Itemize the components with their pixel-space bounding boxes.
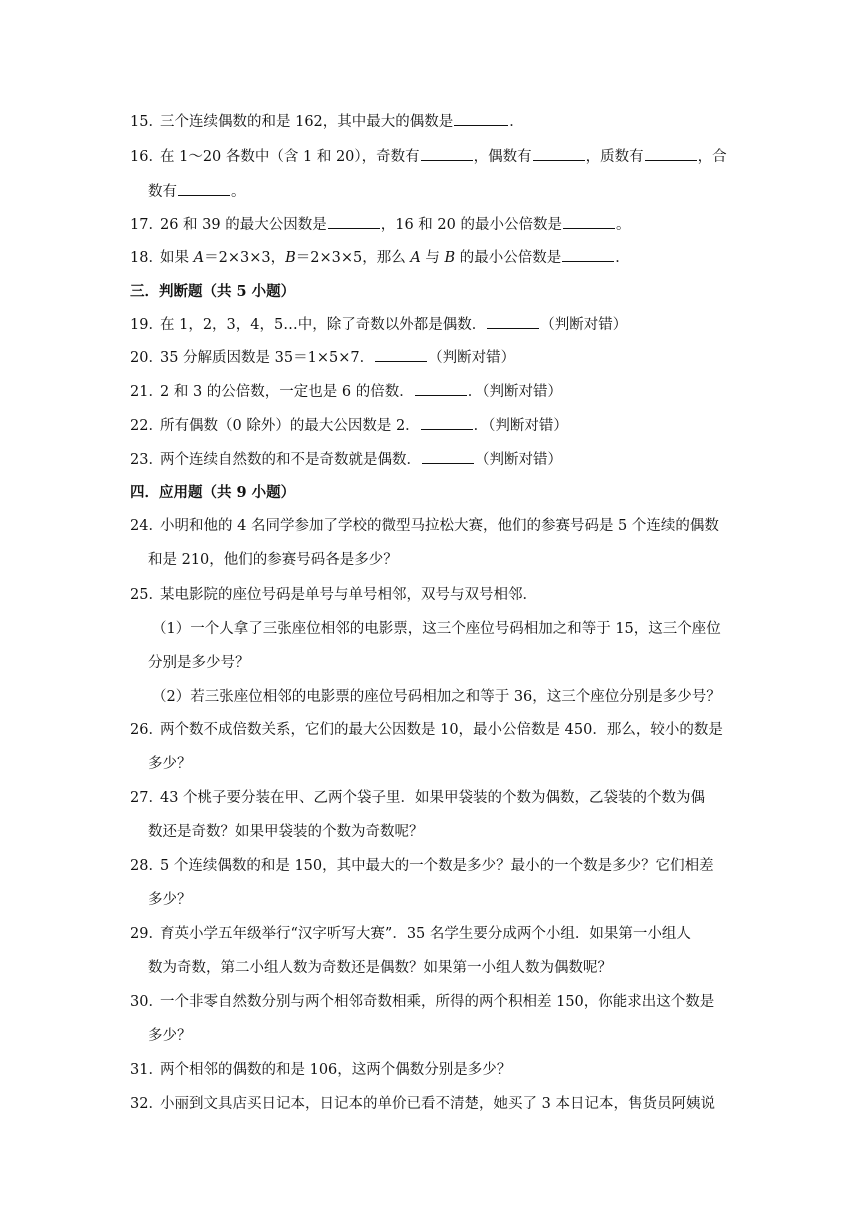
variable-b: B bbox=[444, 250, 456, 266]
question-text: 43 个桃子要分装在甲、乙两个袋子里．如果甲袋装的个数为偶数，乙袋装的个数为偶 bbox=[160, 790, 706, 806]
question-32 bbox=[0, 1092, 860, 1116]
question-30 bbox=[0, 990, 860, 1014]
question-text: ＝2×3×5，那么 bbox=[295, 250, 411, 266]
question-number: 28． bbox=[130, 858, 163, 874]
question-30-continued bbox=[0, 1024, 860, 1048]
judge-hint: （判断对错） bbox=[428, 350, 516, 366]
question-15 bbox=[0, 110, 860, 134]
question-number: 17． bbox=[130, 217, 163, 233]
question-text: 在 1，2，3，4，5…中，除了奇数以外都是偶数． bbox=[160, 317, 487, 333]
question-text: 两个数不成倍数关系，它们的最大公因数是 10，最小公倍数是 450．那么，较小的数是 bbox=[160, 722, 723, 738]
judge-hint: （判断对错） bbox=[540, 317, 628, 333]
answer-blank bbox=[487, 327, 539, 329]
question-text: 小丽到文具店买日记本，日记本的单价已看不清楚，她买了 3 本日记本，售货员阿姨说 bbox=[160, 1096, 715, 1112]
answer-blank bbox=[454, 124, 508, 126]
question-20 bbox=[0, 346, 860, 370]
judge-hint: （判断对错） bbox=[475, 452, 562, 468]
question-31 bbox=[0, 1058, 860, 1082]
question-text: ． bbox=[615, 250, 630, 266]
section-title: 三．判断题（共 5 小题） bbox=[130, 283, 296, 300]
question-text: 育英小学五年级举行“汉字听写大赛”．35 名学生要分成两个小组．如果第一小组人 bbox=[160, 926, 691, 942]
question-27 bbox=[0, 786, 860, 810]
question-text: 35 分解质因数是 35＝1×5×7． bbox=[160, 350, 375, 366]
question-28-continued bbox=[0, 888, 860, 912]
question-16 bbox=[0, 145, 860, 169]
question-text: 。 bbox=[231, 184, 246, 200]
question-text: 的最小公倍数是 bbox=[455, 250, 562, 266]
answer-blank bbox=[421, 428, 473, 430]
question-text: 。 bbox=[615, 217, 631, 233]
question-text: 分别是多少号？ bbox=[148, 655, 250, 671]
question-number: 31． bbox=[130, 1062, 163, 1078]
answer-blank bbox=[563, 227, 615, 229]
question-text: 多少？ bbox=[148, 756, 192, 772]
question-29-continued bbox=[0, 956, 860, 980]
question-25-part-1-continued bbox=[0, 651, 860, 675]
judge-hint: ．（判断对错） bbox=[473, 418, 568, 434]
question-text: ，16 和 20 的最小公倍数是 bbox=[380, 217, 562, 233]
question-24 bbox=[0, 514, 860, 538]
answer-blank bbox=[328, 227, 380, 229]
question-number: 30． bbox=[130, 994, 163, 1010]
question-number: 18． bbox=[130, 250, 163, 266]
section-title: 四．应用题（共 9 小题） bbox=[130, 484, 296, 501]
question-number: 25． bbox=[130, 587, 163, 603]
question-16-continued bbox=[0, 180, 860, 204]
question-text: 两个相邻的偶数的和是 106，这两个偶数分别是多少？ bbox=[160, 1062, 512, 1078]
question-text: （1）一个人拿了三张座位相邻的电影票，这三个座位号码相加之和等于 15，这三个座位 bbox=[152, 621, 721, 637]
question-number: 27． bbox=[130, 790, 163, 806]
question-text: （2）若三张座位相邻的电影票的座位号码相加之和等于 36，这三个座位分别是多少号？ bbox=[152, 689, 721, 705]
question-number: 15． bbox=[130, 114, 163, 130]
question-24-continued bbox=[0, 548, 860, 572]
question-25 bbox=[0, 583, 860, 607]
question-text: 三个连续偶数的和是 162，其中最大的偶数是 bbox=[160, 114, 454, 130]
question-18 bbox=[0, 246, 860, 270]
question-text: 小明和他的 4 名同学参加了学校的微型马拉松大赛，他们的参赛号码是 5 个连续的偶数 bbox=[160, 518, 719, 534]
variable-a: A bbox=[410, 250, 421, 266]
question-number: 22． bbox=[130, 418, 163, 434]
question-number: 19． bbox=[130, 317, 163, 333]
answer-blank bbox=[421, 159, 473, 161]
question-27-continued bbox=[0, 820, 860, 844]
question-text: 所有偶数（0 除外）的最大公因数是 2． bbox=[160, 418, 420, 434]
question-text: 数还是奇数？如果甲袋装的个数为奇数呢？ bbox=[148, 824, 424, 840]
answer-blank bbox=[645, 159, 697, 161]
question-19 bbox=[0, 313, 860, 337]
answer-blank bbox=[178, 194, 230, 196]
question-text: 数为奇数，第二小组人数为奇数还是偶数？如果第一小组人数为偶数呢？ bbox=[148, 960, 612, 976]
question-text: ＝2×3×3， bbox=[204, 250, 286, 266]
answer-blank bbox=[415, 394, 467, 396]
question-26 bbox=[0, 718, 860, 742]
question-text: 与 bbox=[420, 250, 445, 266]
question-number: 20． bbox=[130, 350, 163, 366]
question-text: 某电影院的座位号码是单号与单号相邻，双号与双号相邻． bbox=[160, 587, 537, 603]
question-number: 16． bbox=[130, 149, 163, 165]
question-text: 一个非零自然数分别与两个相邻奇数相乘，所得的两个积相差 150，你能求出这个数是 bbox=[160, 994, 715, 1010]
question-text: 两个连续自然数的和不是奇数就是偶数． bbox=[160, 452, 421, 468]
question-25-part-2 bbox=[0, 685, 860, 709]
answer-blank bbox=[562, 260, 614, 262]
section-4-heading bbox=[0, 481, 860, 505]
question-28 bbox=[0, 854, 860, 878]
judge-hint: ．（判断对错） bbox=[467, 384, 562, 400]
answer-blank bbox=[375, 360, 427, 362]
answer-blank bbox=[422, 462, 474, 464]
question-text: 和是 210，他们的参赛号码各是多少？ bbox=[148, 552, 398, 568]
variable-b: B bbox=[285, 250, 296, 266]
question-number: 24． bbox=[130, 518, 163, 534]
question-text: 多少？ bbox=[148, 892, 192, 908]
question-21 bbox=[0, 380, 860, 404]
question-text: ，质数有 bbox=[585, 149, 644, 165]
question-number: 21． bbox=[130, 384, 163, 400]
section-3-heading bbox=[0, 280, 860, 304]
question-number: 26． bbox=[130, 722, 163, 738]
question-text: 多少？ bbox=[148, 1028, 192, 1044]
question-25-part-1 bbox=[0, 617, 860, 641]
question-text: ，偶数有 bbox=[473, 149, 532, 165]
question-text: 如果 bbox=[160, 250, 194, 266]
question-number: 32． bbox=[130, 1096, 163, 1112]
question-text: 26 和 39 的最大公因数是 bbox=[160, 217, 327, 233]
question-text: 2 和 3 的公倍数，一定也是 6 的倍数． bbox=[160, 384, 414, 400]
question-text: ，合 bbox=[697, 149, 727, 165]
question-text: ． bbox=[509, 114, 524, 130]
question-17 bbox=[0, 213, 860, 237]
question-22 bbox=[0, 414, 860, 438]
variable-a: A bbox=[193, 250, 205, 266]
question-26-continued bbox=[0, 752, 860, 776]
question-text: 5 个连续偶数的和是 150，其中最大的一个数是多少？最小的一个数是多少？它们相差 bbox=[160, 858, 714, 874]
question-text: 在 1～20 各数中（含 1 和 20），奇数有 bbox=[160, 149, 420, 165]
question-29 bbox=[0, 922, 860, 946]
question-23 bbox=[0, 448, 860, 472]
question-text: 数有 bbox=[148, 184, 177, 200]
question-number: 23． bbox=[130, 452, 163, 468]
question-number: 29． bbox=[130, 926, 163, 942]
answer-blank bbox=[533, 159, 585, 161]
